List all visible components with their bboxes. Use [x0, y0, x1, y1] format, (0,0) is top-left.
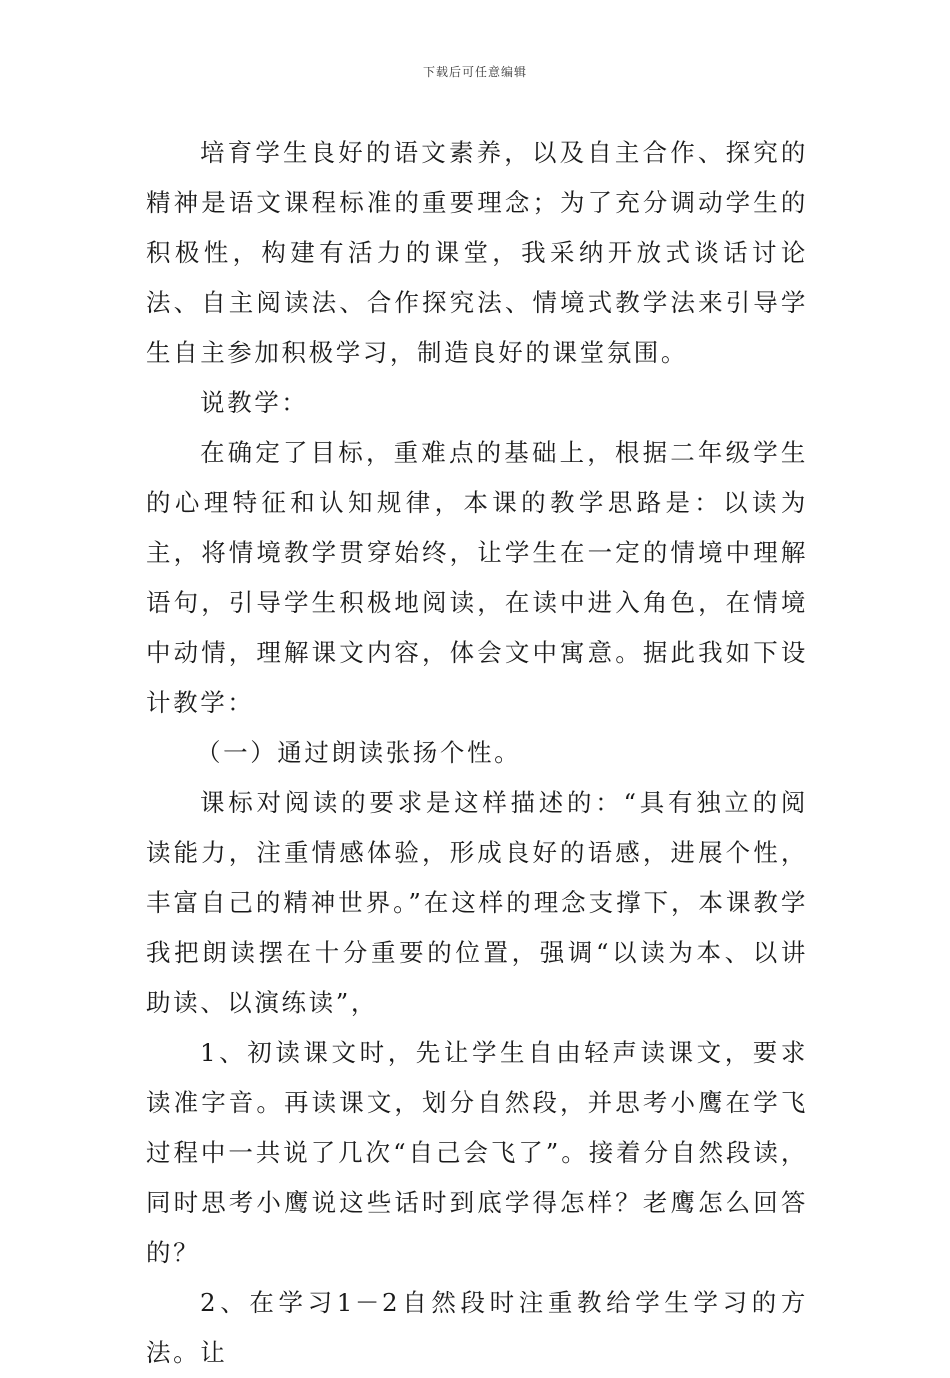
paragraph-teaching-heading: 说教学：	[200, 388, 309, 417]
document-body	[146, 128, 808, 1378]
paragraph-teaching-philosophy: 培育学生良好的语文素养，以及自主合作、探究的精神是语文课程标准的重要理念；为了充分调动学生的积极性，构建有活力的课堂，我采纳开放式谈话讨论法、自主阅读法、合作探究法、情境式教学法来引导学生自主参加积极学习，制造良好的课堂氛围。	[146, 138, 808, 367]
paragraph-teaching-approach: 在确定了目标，重难点的基础上，根据二年级学生的心理特征和认知规律，本课的教学思路是：以读为主，将情境教学贯穿始终，让学生在一定的情境中理解语句，引导学生积极地阅读，在读中进入角色，在情境中动情，理解课文内容，体会文中寓意。据此我如下设计教学：	[146, 438, 808, 717]
section-heading-reading: （一）通过朗读张扬个性。	[196, 738, 522, 767]
paragraph-step-two: 2、在学习1－2自然段时注重教给学生学习的方法。让	[146, 1288, 808, 1367]
paragraph-step-one: 1、初读课文时，先让学生自由轻声读课文，要求读准字音。再读课文，划分自然段，并思考小鹰在学飞过程中一共说了几次“自己会飞了”。接着分自然段读，同时思考小鹰说这些话时到底学得怎样？老鹰怎么回答的？	[146, 1038, 808, 1267]
paragraph-curriculum-reading: 课标对阅读的要求是这样描述的：“具有独立的阅读能力，注重情感体验，形成良好的语感，进展个性，丰富自己的精神世界。”在这样的理念支撑下，本课教学我把朗读摆在十分重要的位置，强调“以读为本、以讲助读、以演练读”，	[146, 788, 808, 1017]
page-header-note: 下载后可任意编辑	[422, 65, 527, 79]
